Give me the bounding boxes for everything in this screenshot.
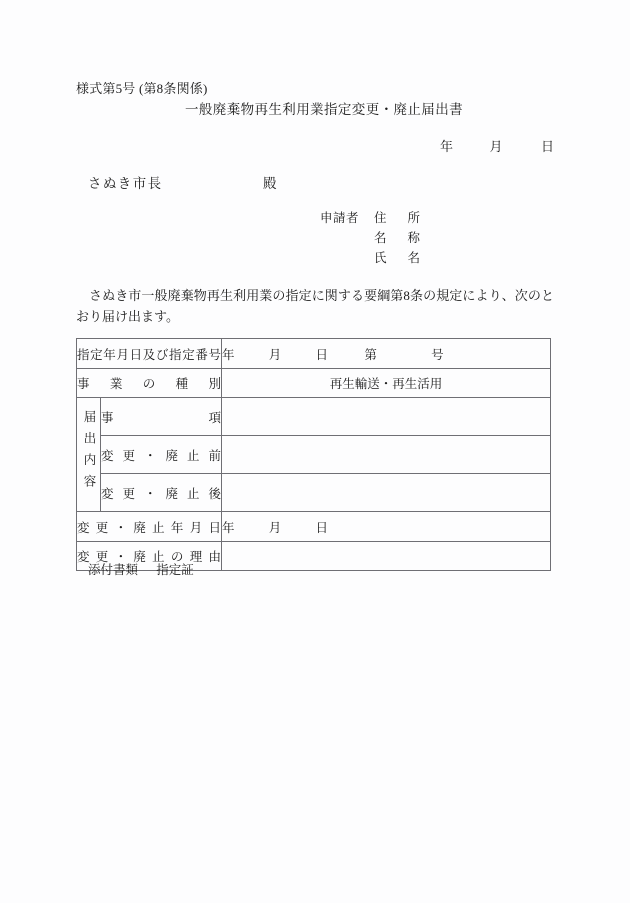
attachment-line xyxy=(88,560,194,578)
applicant-row-address xyxy=(320,208,420,228)
business-type-label: 事業の種別 xyxy=(77,369,222,398)
applicant-tag: 申請者 xyxy=(320,211,360,225)
table-row-business-type xyxy=(77,369,551,398)
change-date-month-label: 月 xyxy=(268,520,282,535)
change-date-year-label: 年 xyxy=(222,520,235,535)
addressee-honorific: 殿 xyxy=(263,176,277,191)
applicant-address-label: 住所 xyxy=(374,211,420,225)
designation-number-prefix: 第 xyxy=(364,347,377,362)
after-change-value[interactable] xyxy=(222,474,551,512)
change-date-day-label: 日 xyxy=(315,520,329,535)
before-change-value[interactable] xyxy=(222,436,551,474)
table-row-item xyxy=(77,398,551,436)
designation-year-label: 年 xyxy=(222,347,235,362)
reason-value[interactable] xyxy=(222,542,551,571)
table-row-after-change xyxy=(77,474,551,512)
applicant-row-personal-name xyxy=(320,248,420,268)
submission-date-line xyxy=(440,136,554,155)
reason-label: 変更・廃止の理由 xyxy=(77,542,222,571)
date-year-label: 年 xyxy=(440,139,454,154)
change-date-label: 変更・廃止年月日 xyxy=(77,512,222,542)
notification-content-text: 届出内容 xyxy=(82,409,96,496)
applicant-block xyxy=(320,208,420,268)
date-month-label: 月 xyxy=(489,139,503,154)
page-title: 一般廃棄物再生利用業指定変更・廃止届出書 xyxy=(185,102,463,117)
applicant-row-name xyxy=(320,228,420,248)
attachment-label: 添付書類 xyxy=(88,563,139,577)
before-change-label: 変更・廃止前 xyxy=(101,436,222,474)
table-row-change-date xyxy=(77,512,551,542)
form-code: 様式第5号 (第8条関係) xyxy=(76,81,208,96)
body-paragraph: さぬき市一般廃棄物再生利用業の指定に関する要綱第8条の規定により、次のとおり届け出ます。 xyxy=(76,288,554,324)
designation-value[interactable] xyxy=(222,339,551,369)
notification-table xyxy=(76,338,551,571)
addressee: さぬき市長 xyxy=(88,176,163,191)
change-date-value[interactable] xyxy=(222,512,551,542)
designation-label: 指定年月日及び指定番号 xyxy=(77,339,222,369)
date-day-label: 日 xyxy=(541,139,555,154)
applicant-entity-name-label: 名称 xyxy=(374,231,420,245)
notification-content-vertical-label xyxy=(77,398,101,512)
business-type-value[interactable]: 再生輸送・再生活用 xyxy=(222,369,551,398)
item-label: 事項 xyxy=(101,398,222,436)
attachment-value: 指定証 xyxy=(156,563,194,577)
designation-number-suffix: 号 xyxy=(431,347,444,362)
table-row-before-change xyxy=(77,436,551,474)
designation-day-label: 日 xyxy=(315,347,329,362)
after-change-label: 変更・廃止後 xyxy=(101,474,222,512)
designation-month-label: 月 xyxy=(268,347,282,362)
applicant-personal-name-label: 氏名 xyxy=(374,251,420,265)
table-row-designation xyxy=(77,339,551,369)
item-value[interactable] xyxy=(222,398,551,436)
